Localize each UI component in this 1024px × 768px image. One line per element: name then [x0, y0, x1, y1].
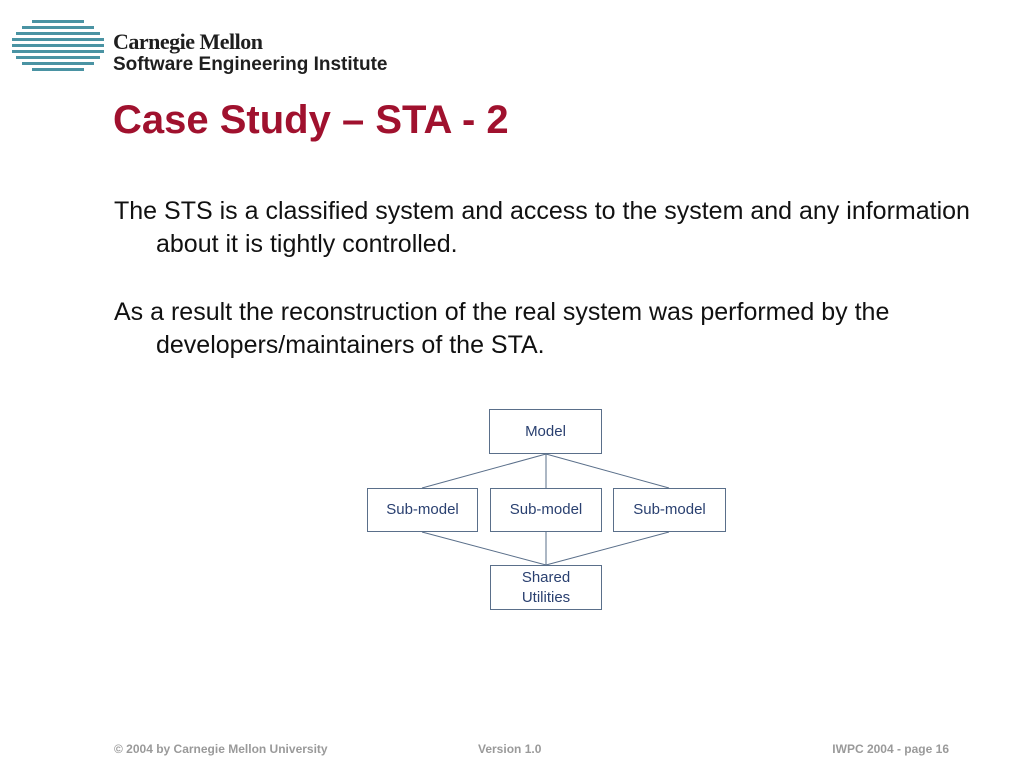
diagram-node-model: Model [489, 409, 602, 454]
shared-utilities-line2: Utilities [521, 588, 571, 606]
connector-model-sub1 [422, 454, 546, 488]
cmu-sei-stripes-logo-icon [12, 18, 104, 76]
connector-sub1-shared [422, 532, 546, 565]
body-paragraph-1: The STS is a classified system and access to the system and any information about it is tightly controlled. [114, 197, 970, 258]
diagram-node-sub-model-2: Sub-model [490, 488, 602, 532]
footer-version: Version 1.0 [478, 742, 542, 756]
footer-copyright: © 2004 by Carnegie Mellon University [114, 742, 328, 756]
slide-title: Case Study – STA - 2 [113, 98, 509, 142]
logo-text-sei: Software Engineering Institute [113, 54, 388, 75]
connector-sub3-shared [546, 532, 669, 565]
diagram-node-shared-utilities [490, 565, 602, 610]
logo-text-carnegie-mellon: Carnegie Mellon [113, 29, 263, 54]
connector-model-sub3 [546, 454, 669, 488]
body-paragraph-2: As a result the reconstruction of the real system was performed by the developers/maintainers of the STA. [114, 298, 890, 359]
footer-page-number: IWPC 2004 - page 16 [832, 742, 949, 756]
diagram-node-sub-model-1: Sub-model [367, 488, 478, 532]
diagram-node-sub-model-3: Sub-model [613, 488, 726, 532]
cmu-sei-logo [12, 18, 432, 78]
shared-utilities-line1: Shared [521, 568, 571, 586]
